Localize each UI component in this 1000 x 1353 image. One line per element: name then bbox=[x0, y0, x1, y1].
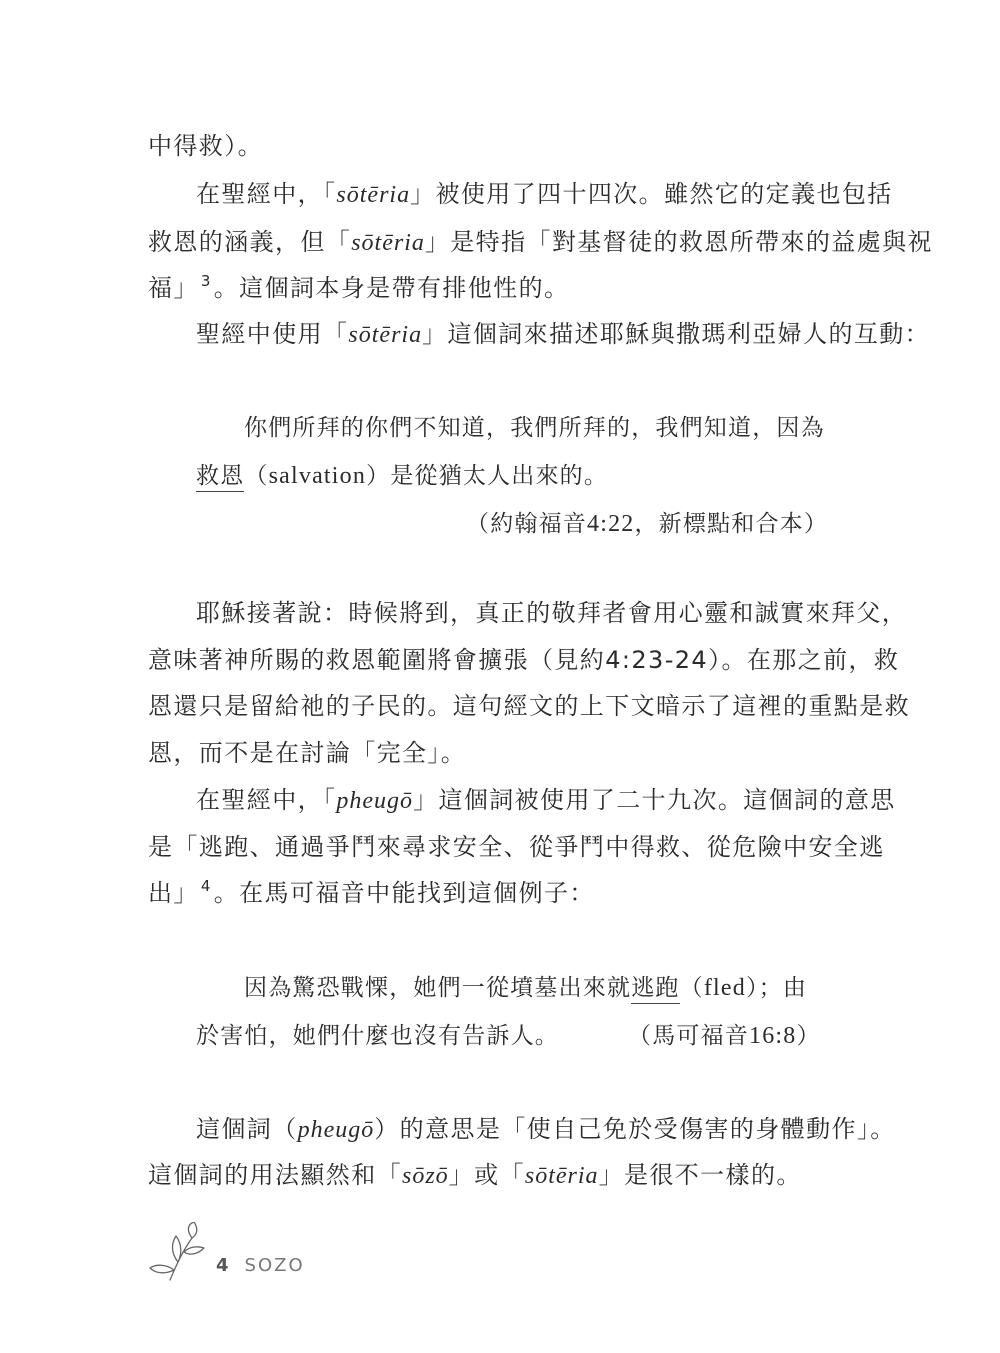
paragraph-5-line-2: 是「逃跑、通過爭鬥來尋求安全、從爭鬥中得救、從危險中安全逃 bbox=[148, 833, 885, 861]
paragraph-6-line-2: 這個詞的用法顯然和「sōzō」或「sōtēria」是很不一樣的。 bbox=[148, 1161, 802, 1189]
underlined-fled: 逃跑 bbox=[631, 975, 679, 1004]
running-title: SOZO bbox=[244, 1255, 305, 1276]
term-pheugo: pheugō bbox=[297, 1117, 375, 1143]
term-soteria: sōtēria bbox=[524, 1163, 599, 1189]
paragraph-2-line-2: 救恩的涵義，但「sōtēria」是特指「對基督徒的救恩所帶來的益處與祝 bbox=[148, 228, 933, 256]
quote-2-line-1: 因為驚恐戰慄，她們一從墳墓出來就逃跑（fled）；由 bbox=[244, 972, 807, 1004]
leaf-branch-icon bbox=[148, 1222, 206, 1282]
paragraph-4-line-2: 意味著神所賜的救恩範圍將會擴張（見約4:23-24）。在那之前，救 bbox=[148, 646, 900, 674]
paragraph-3-line-1: 聖經中使用「sōtēria」這個詞來描述耶穌與撒瑪利亞婦人的互動： bbox=[196, 320, 931, 348]
paragraph-5-line-1: 在聖經中，「pheugō」這個詞被使用了二十九次。這個詞的意思 bbox=[196, 786, 896, 814]
page-footer bbox=[148, 1222, 305, 1282]
paragraph-4-line-1: 耶穌接著說：時候將到，真正的敬拜者會用心靈和誠實來拜父， bbox=[196, 599, 908, 627]
quote-2-citation: （馬可福音16:8） bbox=[628, 1023, 821, 1049]
quote-1-line-1: 你們所拜的你們不知道，我們所拜的，我們知道，因為 bbox=[244, 415, 825, 441]
paragraph-4-line-3: 恩還只是留給祂的子民的。這句經文的上下文暗示了這裡的重點是救 bbox=[148, 692, 910, 720]
term-soteria: sōtēria bbox=[351, 230, 425, 256]
paragraph-2-line-1: 在聖經中，「sōtēria」被使用了四十四次。雖然它的定義也包括 bbox=[196, 180, 893, 208]
footnote-ref-3: 3 bbox=[200, 272, 212, 290]
quote-1-line-2: 救恩（salvation）是從猶太人出來的。 bbox=[196, 460, 608, 492]
paragraph-1-line-1: 中得救）。 bbox=[148, 132, 263, 160]
term-soteria: sōtēria bbox=[348, 322, 423, 348]
underlined-salvation: 救恩 bbox=[196, 463, 244, 492]
footnote-ref-4: 4 bbox=[200, 877, 212, 895]
term-soteria: sōtēria bbox=[336, 182, 411, 208]
paragraph-4-line-4: 恩，而不是在討論「完全」。 bbox=[148, 739, 467, 767]
paragraph-2-line-3: 福」 $^3$。這個詞本身是帶有排他性的。 bbox=[148, 272, 570, 302]
paragraph-5-line-3: 出」 $^4$。在馬可福音中能找到這個例子： bbox=[148, 877, 595, 907]
quote-1-citation: （約翰福音4:22，新標點和合本） bbox=[466, 511, 829, 537]
term-sozo: sōzō bbox=[402, 1163, 449, 1189]
paragraph-6-line-1: 這個詞（pheugō）的意思是「使自己免於受傷害的身體動作」。 bbox=[196, 1115, 896, 1143]
term-pheugo: pheugō bbox=[336, 788, 414, 814]
page-number: 4 bbox=[216, 1255, 229, 1276]
quote-2-line-2: 於害怕，她們什麼也沒有告訴人。 bbox=[196, 1023, 559, 1049]
